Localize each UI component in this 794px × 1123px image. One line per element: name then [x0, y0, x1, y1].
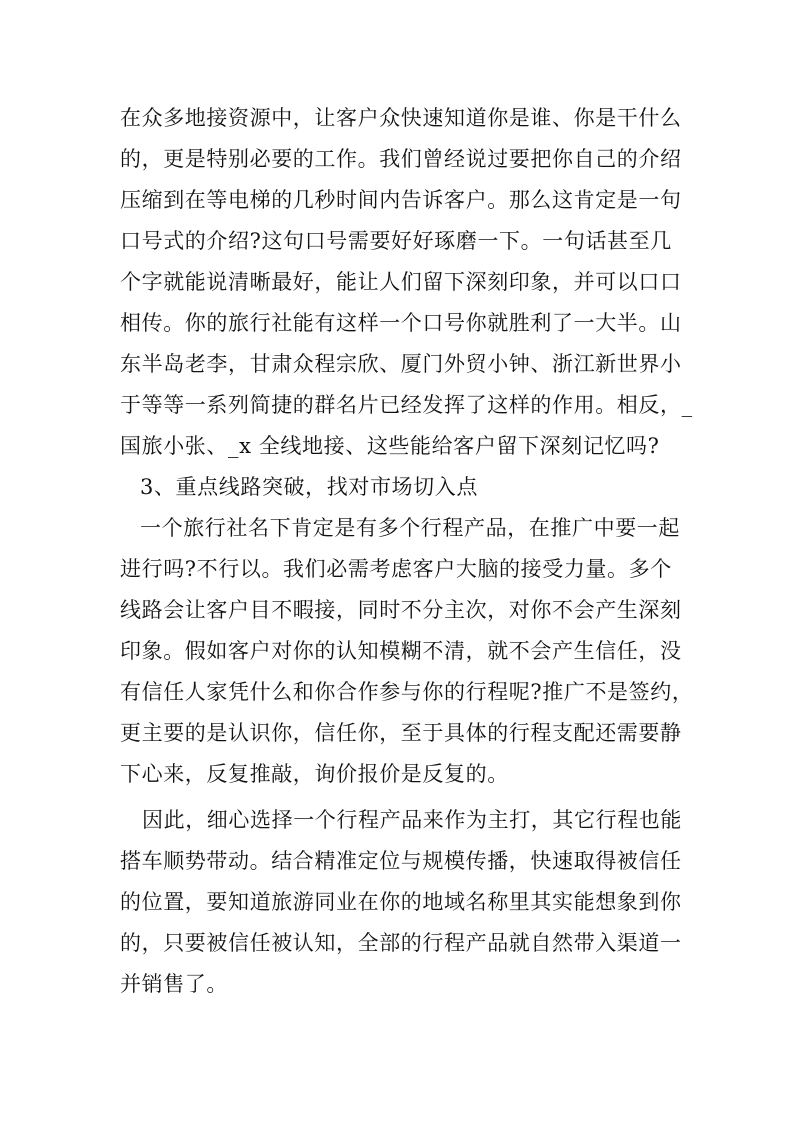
text-line: 的，更是特别必要的工作。我们曾经说过要把你自己的介绍: [120, 147, 682, 171]
document-body: [120, 98, 694, 1005]
text-line: 相传。你的旅行社能有这样一个口号你就胜利了一大半。山: [120, 311, 682, 335]
text-line: 因此，细心选择一个行程产品来作为主打，其它行程也能: [142, 808, 682, 832]
section-heading: 3、重点线路突破，找对市场切入点: [140, 475, 478, 499]
text-line: 国旅小张、_x 全线地接、这些能给客户留下深刻记忆吗?: [120, 434, 660, 458]
text-line: 线路会让客户目不暇接，同时不分主次，对你不会产生深刻: [120, 598, 682, 622]
text-line: 并销售了。: [120, 972, 228, 996]
text-line: 的位置，要知道旅游同业在你的地域名称里其实能想象到你: [120, 890, 682, 914]
text-line: 有信任人家凭什么和你合作参与你的行程呢?推广不是签约，: [120, 680, 694, 704]
text-line: 压缩到在等电梯的几秒时间内告诉客户。那么这肯定是一句: [120, 188, 682, 212]
text-line: 个字就能说清晰最好，能让人们留下深刻印象，并可以口口: [120, 270, 682, 294]
text-line: 印象。假如客户对你的认知模糊不清，就不会产生信任，没: [120, 639, 682, 663]
text-line: 搭车顺势带动。结合精准定位与规模传播，快速取得被信任: [120, 849, 682, 873]
text-line: 一个旅行社名下肯定是有多个行程产品，在推广中要一起: [140, 516, 680, 540]
text-line: 口号式的介绍?这句口号需要好好琢磨一下。一句话甚至几: [120, 229, 672, 253]
text-line: 下心来，反复推敲，询价报价是反复的。: [120, 762, 509, 786]
text-line: 进行吗?不行以。我们必需考虑客户大脑的接受力量。多个: [120, 557, 672, 581]
text-line: 东半岛老李，甘肃众程宗欣、厦门外贸小钟、浙江新世界小: [120, 352, 682, 376]
text-line: 更主要的是认识你，信任你，至于具体的行程支配还需要静: [120, 721, 682, 745]
text-line: 在众多地接资源中，让客户众快速知道你是谁、你是干什么: [120, 106, 682, 130]
text-line: 于等等一系列简捷的群名片已经发挥了这样的作用。相反，_: [120, 393, 693, 417]
text-line: 的，只要被信任被认知，全部的行程产品就自然带入渠道一: [120, 931, 682, 955]
